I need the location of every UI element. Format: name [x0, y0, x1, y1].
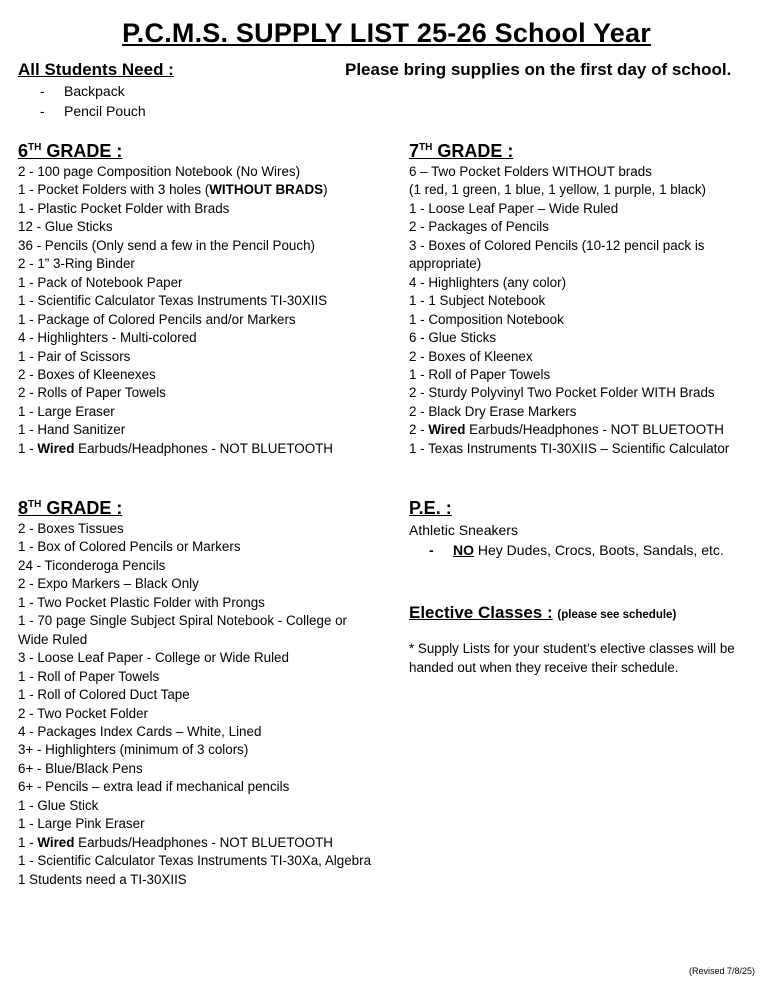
- list-item: 1 - Roll of Paper Towels: [18, 668, 160, 684]
- list-item: 6 – Two Pocket Folders WITHOUT brads: [409, 164, 652, 179]
- list-item: 2 - Boxes of Kleenex: [409, 348, 533, 364]
- list-item: 1 - Pocket Folders with 3 holes (WITHOUT BRADS): [18, 182, 328, 198]
- grade-6-section: [18, 140, 378, 458]
- list-item: 1 - Hand Sanitizer: [18, 422, 126, 438]
- list-item: 1 - Large Eraser: [18, 403, 115, 419]
- list-item: 6 - Glue Sticks: [409, 330, 497, 346]
- dash-icon: -: [40, 103, 45, 119]
- list-item: 2 - Two Pocket Folder: [18, 705, 148, 721]
- pe-heading: P.E. :: [409, 498, 452, 518]
- list-item: 2 - Boxes of Kleenexes: [18, 366, 156, 382]
- list-item: 1 - Pair of Scissors: [18, 348, 131, 364]
- list-item: 1 - Roll of Colored Duct Tape: [18, 687, 190, 703]
- list-item: 1 - Scientific Calculator Texas Instruments TI-30XIIS: [18, 293, 328, 309]
- first-day-note: Please bring supplies on the first day of school.: [345, 60, 732, 79]
- all-students-heading: All Students Need :: [18, 60, 174, 79]
- list-item: 1 - Wired Earbuds/Headphones - NOT BLUETOOTH: [18, 834, 333, 850]
- list-item: 1 - Plastic Pocket Folder with Brads: [18, 200, 230, 216]
- list-item: 2 - Wired Earbuds/Headphones - NOT BLUETOOTH: [409, 422, 724, 438]
- list-item: 1 - Composition Notebook: [409, 311, 564, 327]
- list-item: 2 - Rolls of Paper Towels: [18, 385, 166, 401]
- elective-description: * Supply Lists for your student’s elective classes will be handed out when they receive their schedule.: [409, 641, 735, 675]
- list-item: 2 - Expo Markers – Black Only: [18, 576, 199, 592]
- grade-8-section: [18, 497, 378, 889]
- list-item: 1 - Roll of Paper Towels: [409, 366, 551, 382]
- pe-section: [409, 497, 754, 560]
- list-item: 4 - Packages Index Cards – White, Lined: [18, 723, 262, 739]
- list-item: 2 - Packages of Pencils: [409, 219, 549, 235]
- pe-requirement: Athletic Sneakers: [409, 522, 518, 538]
- list-item: 1 - Glue Stick: [18, 797, 99, 813]
- all-students-list: [40, 81, 146, 121]
- list-item: 4 - Highlighters - Multi-colored: [18, 330, 197, 346]
- list-item: 1 - Wired Earbuds/Headphones - NOT BLUETOOTH: [18, 440, 333, 456]
- dash-icon: -: [40, 83, 45, 99]
- list-item: 3+ - Highlighters (minimum of 3 colors): [18, 742, 249, 758]
- grade-7-section: [409, 140, 754, 458]
- list-item: 1 - Package of Colored Pencils and/or Markers: [18, 311, 296, 327]
- list-item: 2 - Boxes Tissues: [18, 521, 124, 536]
- grade-7-heading: 7TH GRADE :: [409, 141, 514, 161]
- grade-6-heading: 6TH GRADE :: [18, 141, 123, 161]
- list-item: (1 red, 1 green, 1 blue, 1 yellow, 1 purple, 1 black): [409, 182, 706, 198]
- list-item: 3 - Loose Leaf Paper - College or Wide Ruled: [18, 650, 289, 666]
- list-item: - Pencil Pouch: [40, 103, 146, 119]
- grade-8-list: [18, 520, 378, 889]
- elective-heading: Elective Classes : (please see schedule): [409, 603, 677, 622]
- elective-section: [409, 603, 754, 677]
- list-item: 2 - Black Dry Erase Markers: [409, 403, 577, 419]
- dash-icon: -: [429, 542, 434, 558]
- list-item: 24 - Ticonderoga Pencils: [18, 557, 166, 573]
- list-item: - Backpack: [40, 83, 125, 99]
- list-item: 1 - 1 Subject Notebook: [409, 293, 546, 309]
- list-item: 2 - Sturdy Polyvinyl Two Pocket Folder WITH Brads: [409, 385, 715, 401]
- revision-date: (Revised 7/8/25): [688, 966, 755, 976]
- list-item: 1 - Pack of Notebook Paper: [18, 274, 183, 290]
- list-item: 1 - Texas Instruments TI-30XIIS – Scientific Calculator: [409, 440, 730, 456]
- list-item: 2 - 100 page Composition Notebook (No Wires): [18, 164, 301, 179]
- grade-8-heading: 8TH GRADE :: [18, 498, 123, 518]
- list-item: 4 - Highlighters (any color): [409, 274, 567, 290]
- list-item: 3 - Boxes of Colored Pencils (10-12 pencil pack is appropriate): [409, 237, 705, 272]
- grade-7-list: [409, 163, 754, 458]
- list-item: 1 - Two Pocket Plastic Folder with Prongs: [18, 594, 265, 610]
- list-item: 1 - Large Pink Eraser: [18, 816, 145, 832]
- list-item: 1 - Loose Leaf Paper – Wide Ruled: [409, 200, 619, 216]
- list-item: 1 - Scientific Calculator Texas Instruments TI-30Xa, Algebra 1 Students need a TI-30XIIS: [18, 853, 372, 887]
- page-title: P.C.M.S. SUPPLY LIST 25-26 School Year: [122, 18, 651, 48]
- pe-restriction: - NO Hey Dudes, Crocs, Boots, Sandals, etc.: [429, 542, 724, 558]
- list-item: 6+ - Blue/Black Pens: [18, 760, 143, 776]
- list-item: 2 - 1” 3-Ring Binder: [18, 256, 135, 272]
- list-item: 1 - Box of Colored Pencils or Markers: [18, 539, 241, 555]
- list-item: 12 - Glue Sticks: [18, 219, 113, 235]
- list-item: 36 - Pencils (Only send a few in the Pencil Pouch): [18, 237, 315, 253]
- list-item: 6+ - Pencils – extra lead if mechanical pencils: [18, 779, 290, 795]
- grade-6-list: [18, 163, 378, 458]
- list-item: 1 - 70 page Single Subject Spiral Notebook - College or Wide Ruled: [18, 613, 348, 647]
